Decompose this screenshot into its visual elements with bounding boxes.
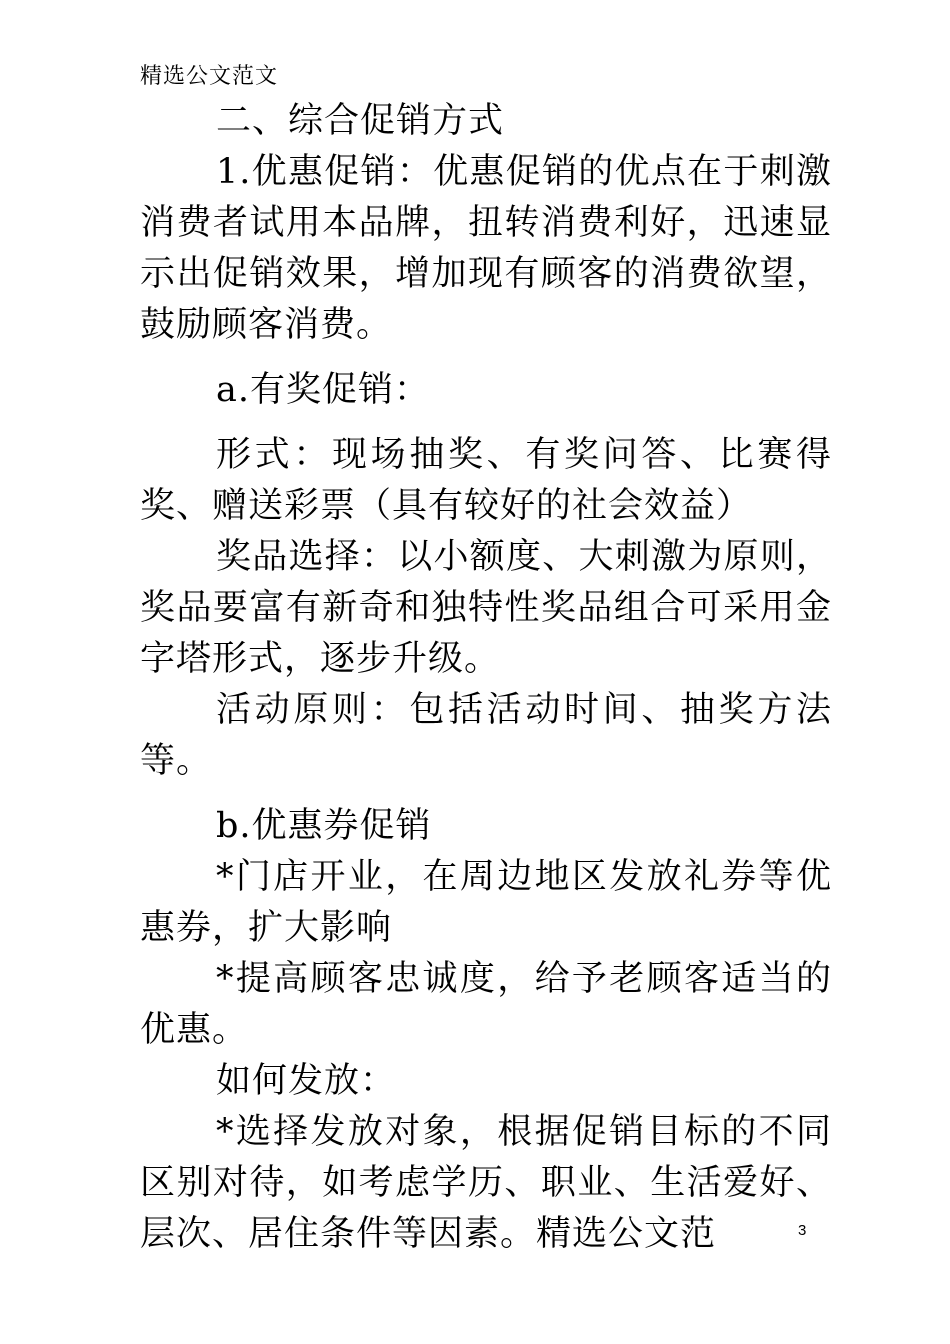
page-number: 3 bbox=[798, 1222, 807, 1239]
subheading-how-to-distribute: 如何发放： bbox=[216, 1061, 397, 1101]
paragraph-activity-principles: 活动原则：包括活动时间、抽奖方法等。 bbox=[140, 690, 832, 781]
paragraph-prize-forms: 形式：现场抽奖、有奖问答、比赛得奖、赠送彩票（具有较好的社会效益） bbox=[140, 435, 832, 526]
document-body bbox=[140, 96, 832, 1260]
subheading-coupon-promotion: b.优惠券促销 bbox=[216, 806, 432, 846]
subheading-prize-promotion: a.有奖促销： bbox=[216, 370, 430, 410]
paragraph-loyalty: *提高顾客忠诚度，给予老顾客适当的优惠。 bbox=[140, 959, 832, 1050]
paragraph-store-opening: *门店开业，在周边地区发放礼券等优惠券，扩大影响 bbox=[140, 857, 832, 948]
paragraph-prize-selection: 奖品选择：以小额度、大刺激为原则，奖品要富有新奇和独特性奖品组合可采用金字塔形式，逐步升级。 bbox=[140, 537, 832, 679]
paragraph-discount-promotion: 1.优惠促销：优惠促销的优点在于刺激消费者试用本品牌，扭转消费利好，迅速显示出促销效果，增加现有顾客的消费欲望，鼓励顾客消费。 bbox=[140, 152, 832, 345]
paragraph-target-selection: *选择发放对象，根据促销目标的不同区别对待，如考虑学历、职业、生活爱好、层次、居住条件等因素。精选公文范 bbox=[140, 1112, 832, 1254]
section-heading: 二、综合促销方式 bbox=[216, 101, 505, 141]
page-header: 精选公文范文 bbox=[140, 64, 279, 89]
